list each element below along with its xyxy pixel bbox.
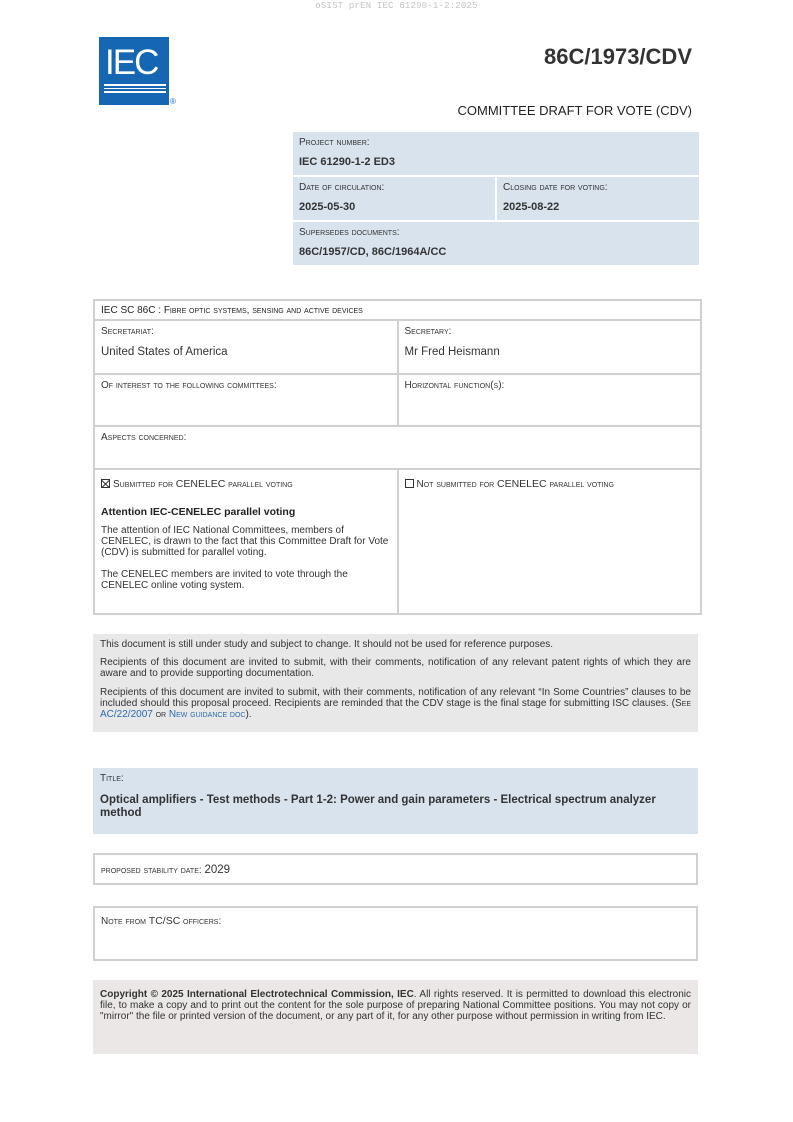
document-title: Optical amplifiers - Test methods - Part 1-2: Power and gain parameters - Electrical spectrum analyzer method bbox=[100, 794, 656, 819]
stability-date-box bbox=[93, 853, 698, 885]
closing-date-value: 2025-08-22 bbox=[503, 201, 560, 213]
copyright-bold: Copyright © 2025 International Electrotechnical Commission, IEC bbox=[100, 989, 414, 1000]
stability-value: 2029 bbox=[204, 864, 231, 876]
sc-name: Fibre optic systems, sensing and active devices bbox=[163, 305, 363, 316]
project-number-label: Project number: bbox=[299, 137, 370, 148]
circulation-date-cell bbox=[293, 177, 497, 220]
iec-logo bbox=[99, 37, 169, 105]
copyright-panel bbox=[93, 980, 698, 1054]
not-submitted-pre: Not submitted for bbox=[416, 479, 497, 490]
watermark: oSIST prEN IEC 61290-1-2:2025 bbox=[315, 1, 478, 11]
note-post: officers: bbox=[180, 916, 222, 927]
aspects-label: Aspects concerned: bbox=[101, 432, 187, 443]
registered-mark: ® bbox=[170, 97, 176, 106]
dates-row bbox=[293, 177, 699, 222]
cenelec-submitted-cell bbox=[95, 470, 399, 613]
ac-22-2007-link[interactable]: AC/22/2007 bbox=[100, 709, 153, 720]
not-submitted-option[interactable] bbox=[405, 478, 695, 490]
officers-note-box bbox=[93, 906, 698, 961]
copyright-text: . All rights reserved. It is permitted to download this electronic file, to make a copy and to print out the content for the sole purpose of preparing National Committee positions. You may not copy or "mirror" the file or printed version of the document, or any part of it, for any other purpose without permission in writing from IEC. bbox=[100, 989, 691, 1022]
secretariat-row bbox=[95, 321, 700, 375]
circulation-date-label: Date of circulation: bbox=[299, 182, 385, 193]
sc-cell bbox=[95, 301, 700, 319]
new-guidance-doc-link[interactable]: New guidance doc bbox=[168, 709, 246, 720]
circulation-date-value: 2025-05-30 bbox=[299, 201, 356, 213]
closing-date-cell bbox=[497, 177, 699, 220]
stability-label: proposed stability date: bbox=[101, 865, 205, 876]
supersedes-label: Supersedes documents: bbox=[299, 227, 400, 238]
secretary-value: Mr Fred Heismann bbox=[404, 346, 500, 358]
attention-paragraph-1: The attention of IEC National Committees, members of CENELEC, is drawn to the fact that this Committee Draft for Vote (CDV) is submitted for parallel voting. bbox=[101, 525, 389, 558]
note-tc: TC/SC bbox=[148, 915, 181, 927]
submitted-checkbox[interactable] bbox=[101, 479, 110, 488]
not-submitted-checkbox[interactable] bbox=[405, 479, 414, 488]
interest-cell bbox=[95, 375, 399, 425]
document-type: COMMITTEE DRAFT FOR VOTE (CDV) bbox=[457, 103, 692, 118]
not-submitted-post: parallel voting bbox=[546, 479, 614, 490]
submitted-option[interactable] bbox=[101, 478, 391, 490]
notice-paragraph-1: This document is still under study and subject to change. It should not be used for reference purposes. bbox=[100, 639, 554, 650]
attention-paragraph-2: The CENELEC members are invited to vote through the CENELEC online voting system. bbox=[101, 569, 348, 591]
secretary-cell bbox=[399, 321, 701, 373]
supersedes-value: 86C/1957/CD, 86C/1964A/CC bbox=[299, 246, 447, 258]
interest-row bbox=[95, 375, 700, 427]
logo-lines bbox=[104, 84, 166, 95]
cenelec-row bbox=[95, 470, 700, 613]
notice-paragraph-3 bbox=[100, 687, 691, 720]
sc-row bbox=[95, 301, 700, 321]
secretariat-label: Secretariat: bbox=[101, 326, 154, 337]
horizontal-cell bbox=[399, 375, 701, 425]
submitted-post: parallel voting bbox=[225, 479, 293, 490]
interest-label: Of interest to the following committees: bbox=[101, 380, 277, 391]
document-id: 86C/1973/CDV bbox=[544, 44, 692, 69]
notice-paragraph-2: Recipients of this document are invited to submit, with their comments, notification of any relevant patent rights of which they are aware and to provide supporting documentation. bbox=[100, 657, 691, 679]
title-label: Title: bbox=[100, 773, 124, 784]
aspects-cell bbox=[95, 427, 700, 448]
submitted-pre: Submitted for bbox=[113, 479, 176, 490]
submitted-cenelec: CENELEC bbox=[175, 478, 226, 490]
notice-end: ). bbox=[245, 709, 252, 720]
secretariat-cell bbox=[95, 321, 399, 373]
secretariat-value: United States of America bbox=[101, 346, 228, 358]
notice-panel bbox=[93, 634, 698, 732]
committee-info-table bbox=[93, 299, 702, 615]
closing-date-label: Closing date for voting: bbox=[503, 182, 608, 193]
note-pre: Note from bbox=[101, 916, 149, 927]
see-label: See bbox=[674, 698, 691, 709]
aspects-row bbox=[95, 427, 700, 470]
supersedes-row bbox=[293, 222, 699, 265]
sc-code: IEC SC 86C : bbox=[101, 305, 164, 316]
project-number-value: IEC 61290-1-2 ED3 bbox=[299, 156, 395, 168]
project-info-panel bbox=[293, 132, 699, 265]
notice-paragraph-3-text: Recipients of this document are invited to submit, with their comments, notification of any relevant “In Some Countries” clauses to be included should this proposal proceed. Recipients are reminded that the CDV stage is the final stage for submitting ISC clauses. ( bbox=[100, 687, 691, 709]
horizontal-label: Horizontal function(s): bbox=[404, 380, 505, 391]
cenelec-not-submitted-cell bbox=[399, 470, 701, 613]
logo-text: IEC bbox=[105, 43, 158, 82]
secretary-label: Secretary: bbox=[404, 326, 452, 337]
project-number-row bbox=[293, 132, 699, 177]
attention-title: Attention IEC-CENELEC parallel voting bbox=[101, 506, 296, 518]
not-submitted-cenelec: CENELEC bbox=[497, 478, 547, 490]
title-panel bbox=[93, 768, 698, 834]
or-label: or bbox=[155, 709, 167, 720]
